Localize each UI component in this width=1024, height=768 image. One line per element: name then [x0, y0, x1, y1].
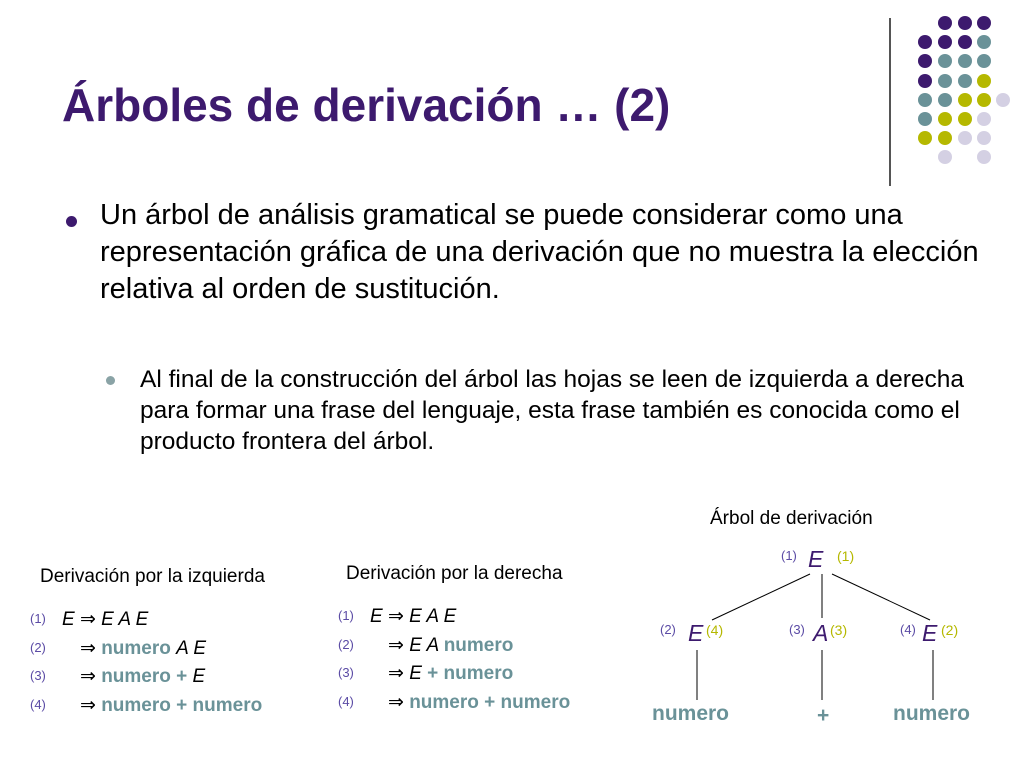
step-fragment: numero	[443, 634, 514, 656]
tree-node-e-right: E	[922, 620, 938, 646]
tree-root-node: E	[808, 546, 824, 572]
step-fragment: E A E	[409, 606, 457, 627]
left-derivation-heading: Derivación por la izquierda	[40, 566, 265, 587]
step-fragment: numero +	[101, 666, 193, 687]
tree-node-left-num: (3)	[789, 622, 805, 637]
step-fragment: numero + numero	[101, 694, 263, 716]
tree-leaf: numero	[652, 702, 730, 725]
step-fragment: ⇒	[80, 637, 102, 659]
step-fragment: E A E	[101, 609, 149, 630]
step-number: (1)	[338, 608, 354, 623]
step-fragment: ⇒	[79, 609, 102, 630]
step-fragment: E A	[409, 634, 444, 656]
step-fragment: ⇒	[80, 666, 102, 687]
step-fragment: numero + numero	[409, 691, 571, 713]
tree-edge	[712, 574, 810, 620]
tree-node-left-num: (2)	[660, 622, 676, 637]
tree-heading: Árbol de derivación	[710, 508, 873, 529]
tree-leaf: numero	[893, 702, 971, 725]
step-number: (4)	[338, 693, 354, 709]
tree-leaf: +	[817, 704, 830, 727]
step-number: (3)	[30, 668, 46, 683]
step-fragment: A E	[176, 637, 207, 659]
step-fragment: E	[62, 609, 80, 630]
tree-root-right-num: (1)	[837, 548, 855, 564]
tree-node-right-num: (2)	[941, 622, 959, 638]
step-fragment: ⇒	[388, 691, 410, 713]
tree-node-right-num: (3)	[830, 622, 848, 638]
step-number: (2)	[338, 636, 354, 652]
step-fragment: E	[409, 663, 428, 684]
step-fragment: ⇒	[388, 663, 410, 684]
tree-node-left-num: (4)	[900, 622, 916, 637]
step-fragment: ⇒	[388, 634, 410, 656]
step-number: (2)	[30, 639, 46, 655]
step-number: (3)	[338, 665, 354, 680]
step-fragment: + numero	[427, 663, 514, 684]
right-derivation-heading: Derivación por la derecha	[346, 563, 563, 584]
tree-node-a: A	[813, 620, 829, 646]
step-fragment: numero	[101, 637, 177, 659]
tree-node-e-left: E	[688, 620, 704, 646]
sub-bullet-text: Al final de la construcción del árbol las hojas se leen de izquierda a derecha para formar una frase del lenguaje, esta frase también es conocida como el producto frontera del árbol.	[140, 366, 964, 456]
step-fragment: ⇒	[387, 606, 410, 627]
tree-edge	[832, 574, 930, 620]
tree-node-right-num: (4)	[706, 622, 724, 638]
main-bullet-text: Un árbol de análisis gramatical se puede considerar como una representación gráfica de una derivación que no muestra la elección relativa al orden de sustitución.	[100, 199, 979, 305]
step-fragment: ⇒	[80, 694, 102, 716]
tree-root-left-num: (1)	[781, 548, 797, 563]
step-number: (4)	[30, 696, 46, 712]
step-number: (1)	[30, 611, 46, 626]
page-title: Árboles de derivación … (2)	[62, 79, 671, 131]
step-fragment: E	[192, 666, 206, 687]
step-fragment: E	[370, 606, 388, 627]
